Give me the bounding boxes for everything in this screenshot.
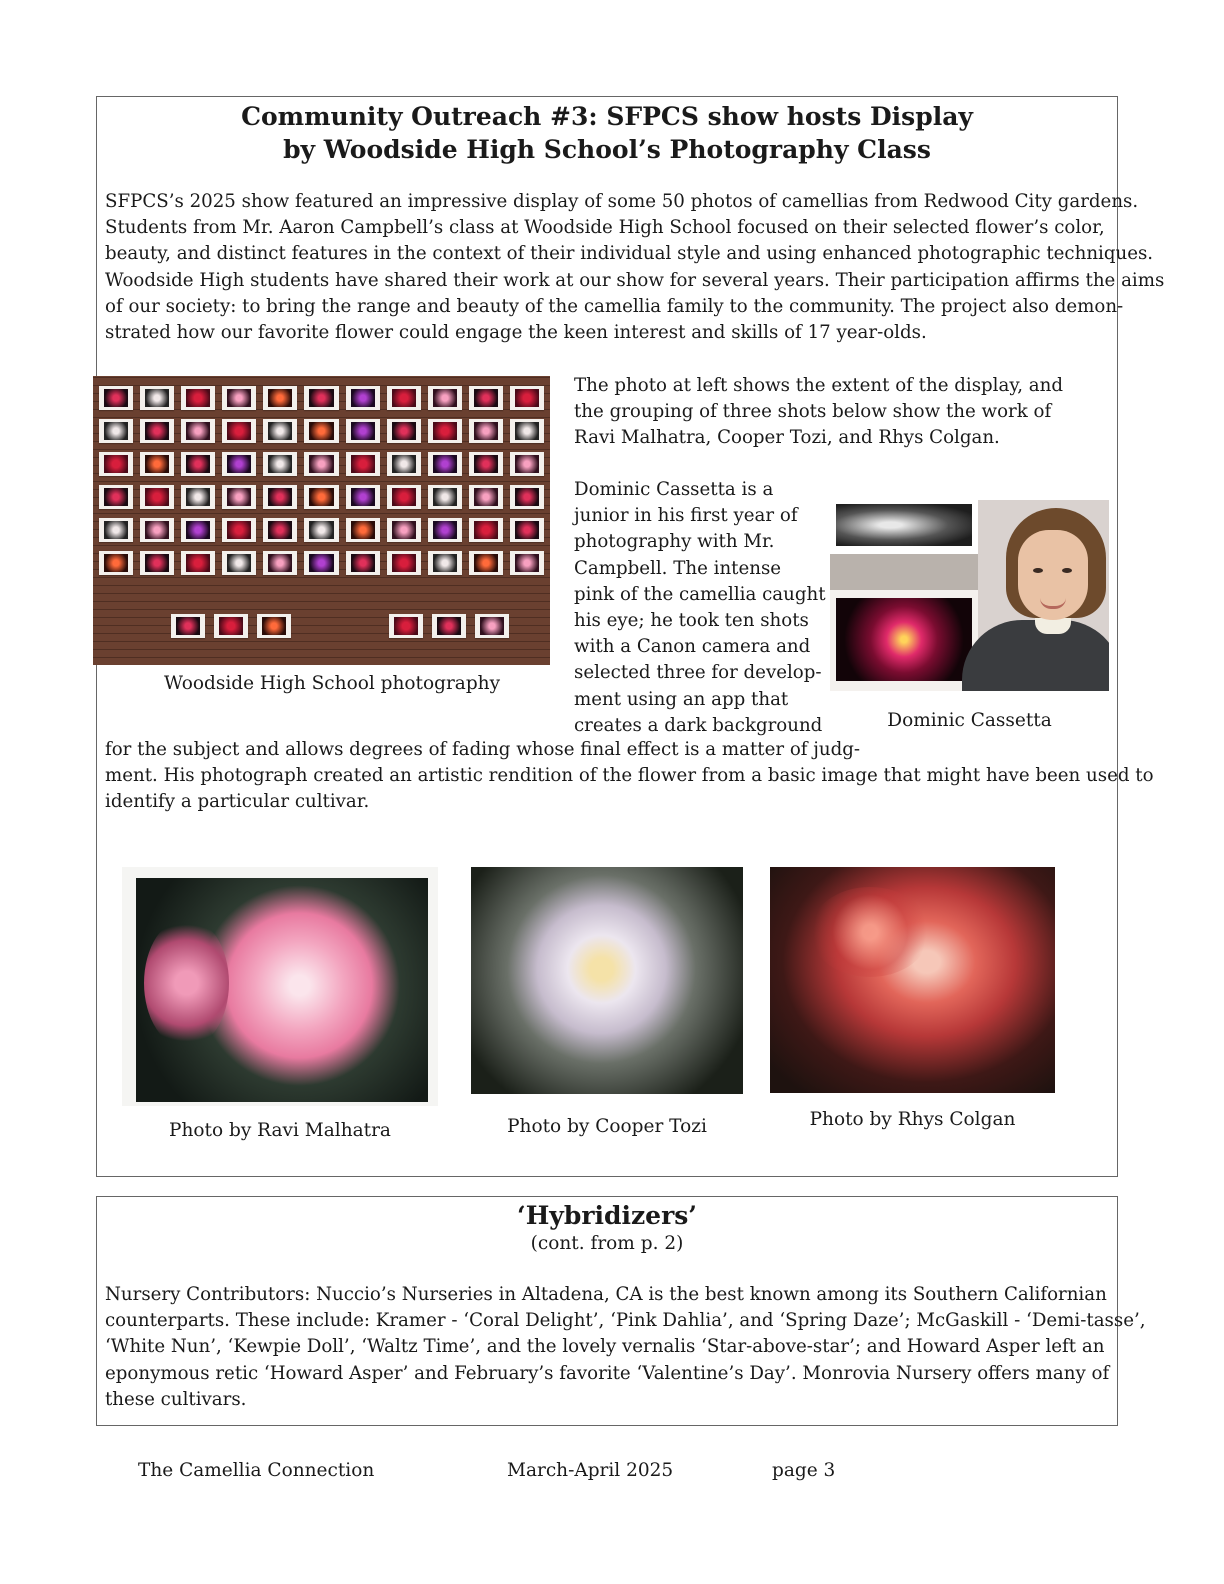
- hybridizers-title: ‘Hybridizers’: [516, 1201, 698, 1230]
- ravi-caption: Photo by Ravi Malhatra: [169, 1120, 391, 1141]
- dominic-caption: Dominic Cassetta: [887, 710, 1052, 731]
- footer-page-number: page 3: [772, 1460, 836, 1481]
- outreach-intro: SFPCS’s 2025 show featured an impressive display of some 50 photos of camellias from Redwood City gardens. Students from Mr. Aaron Campbell’s class at Woodside High School focused on their selected flower’s color, beauty, and distinct features in the context of their individual style and using enhanced photographic techniques. Woodside High students have shared their work at our show for several years. Their participation affirms the aims of our society: to bring the range and beauty of the camellia family to the community. The project also demon- strated how our favorite flower could engage the keen interest and skills of 17 year-olds.: [105, 191, 1165, 344]
- rhys-caption: Photo by Rhys Colgan: [809, 1109, 1016, 1130]
- dominic-description: Dominic Cassetta is a junior in his first year of photography with Mr. Campbell. The intense pink of the camellia caught his eye; he took ten shots with a Canon camera and selected three for develop- ment using an app that creates a dark background: [574, 479, 826, 736]
- dominic-portrait-photo: [830, 500, 1109, 691]
- display-caption: Woodside High School photography: [163, 673, 501, 694]
- ravi-flower-photo: [122, 867, 438, 1106]
- hybridizers-body: Nursery Contributors: Nuccio’s Nurseries in Altadena, CA is the best known among its Southern Californian counterparts. These include: Kramer - ‘Coral Delight’, ‘Pink Dahlia’, and ‘Spring Daze’; McGaskill - ‘Demi-tasse’, ‘White Nun’, ‘Kewpie Doll’, ‘Waltz Time’, and the lovely vernalis ‘Star-above-star’; and Howard Asper left an eponymous retic ‘Howard Asper’ and February’s favorite ‘Valentine’s Day’. Monrovia Nursery offers many of these cultivars.: [105, 1284, 1146, 1410]
- hybridizers-subtitle: (cont. from p. 2): [530, 1233, 684, 1254]
- display-description: The photo at left shows the extent of the display, and the grouping of three shots below show the work of Ravi Malhatra, Cooper Tozi, and Rhys Colgan.: [574, 375, 1063, 449]
- outreach-article: [96, 96, 1165, 1177]
- cooper-flower-photo: [471, 867, 743, 1094]
- outreach-title: Community Outreach #3: SFPCS show hosts Display by Woodside High School’s Photography Class: [241, 102, 973, 164]
- display-wall-photo: [93, 376, 550, 665]
- footer-publication: The Camellia Connection: [138, 1460, 375, 1481]
- rhys-flower-photo: [770, 867, 1055, 1093]
- footer-issue: March-April 2025: [507, 1460, 674, 1481]
- cooper-caption: Photo by Cooper Tozi: [507, 1116, 707, 1137]
- hybridizers-article: [96, 1196, 1146, 1426]
- dominic-continued: for the subject and allows degrees of fading whose final effect is a matter of judg- ment. His photograph created an artistic rendition of the flower from a basic image that might have been used to identify a particular cultivar.: [105, 739, 1154, 813]
